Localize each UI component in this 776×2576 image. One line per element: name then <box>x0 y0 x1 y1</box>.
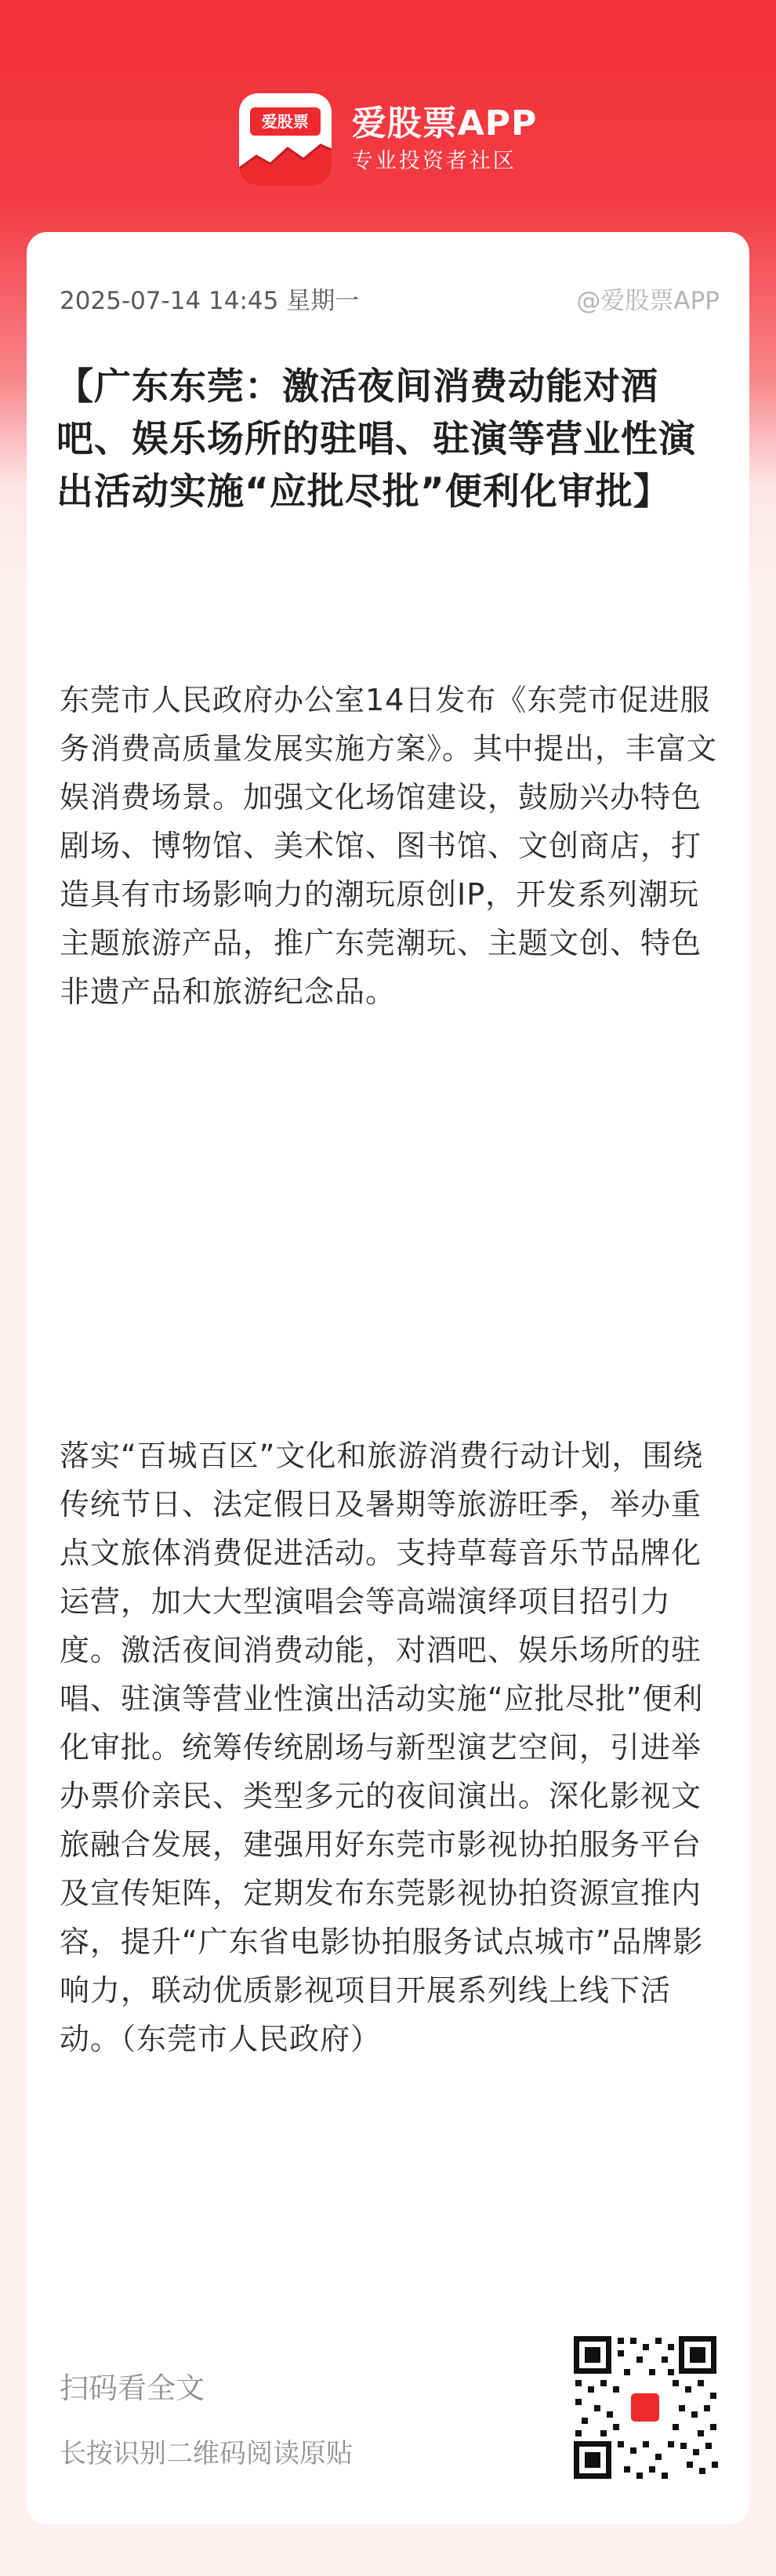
qr-code[interactable] <box>571 2333 720 2482</box>
scan-full-text-label: 扫码看全文 <box>60 2371 205 2405</box>
article-meta <box>60 281 720 315</box>
logo-label: 爱股票 <box>250 107 321 136</box>
article-title: 【广东东莞：激活夜间消费动能对酒吧、娱乐场所的驻唱、驻演等营业性演出活动实施“应批尽批”便利化审批】 <box>56 365 696 513</box>
logo-chart-icon <box>239 137 332 186</box>
scan-hint-label: 长按识别二维码阅读原贴 <box>60 2438 353 2469</box>
post-datetime: 2025-07-14 14:45 星期一 <box>60 286 360 315</box>
brand-slogan: 专业投资者社区 <box>351 149 517 173</box>
brand-header <box>0 93 776 187</box>
brand-name: 爱股票APP <box>351 103 538 143</box>
article-card <box>27 232 749 2524</box>
qr-center-logo-icon <box>629 2391 662 2424</box>
post-source: @爱股票APP <box>576 286 720 315</box>
article-paragraph-1: 东莞市人民政府办公室14日发布《东莞市促进服务消费高质量发展实施方案》。其中提出，丰富文娱消费场景。加强文化场馆建设，鼓励兴办特色剧场、博物馆、美术馆、图书馆、文创商店，打造具有市场影响力的潮玩原创IP，开发系列潮玩主题旅游产品，推广东莞潮玩、主题文创、特色非遗产品和旅游纪念品。 <box>60 683 718 1009</box>
app-logo-icon <box>239 93 332 186</box>
article-paragraph-2: 落实“百城百区”文化和旅游消费行动计划，围绕传统节日、法定假日及暑期等旅游旺季，举办重点文旅体消费促进活动。支持草莓音乐节品牌化运营，加大大型演唱会等高端演绎项目招引力度。激活夜间消费动能，对酒吧、娱乐场所的驻唱、驻演等营业性演出活动实施“应批尽批”便利化审批。统筹传统剧场与新型演艺空间，引进举办票价亲民、类型多元的夜间演出。深化影视文旅融合发展，建强用好东莞市影视协拍服务平台及宣传矩阵，定期发布东莞影视协拍资源宣推内容，提升“广东省电影协拍服务试点城市”品牌影响力，联动优质影视项目开展系列线上线下活动。（东莞市人民政府） <box>60 1439 704 2056</box>
